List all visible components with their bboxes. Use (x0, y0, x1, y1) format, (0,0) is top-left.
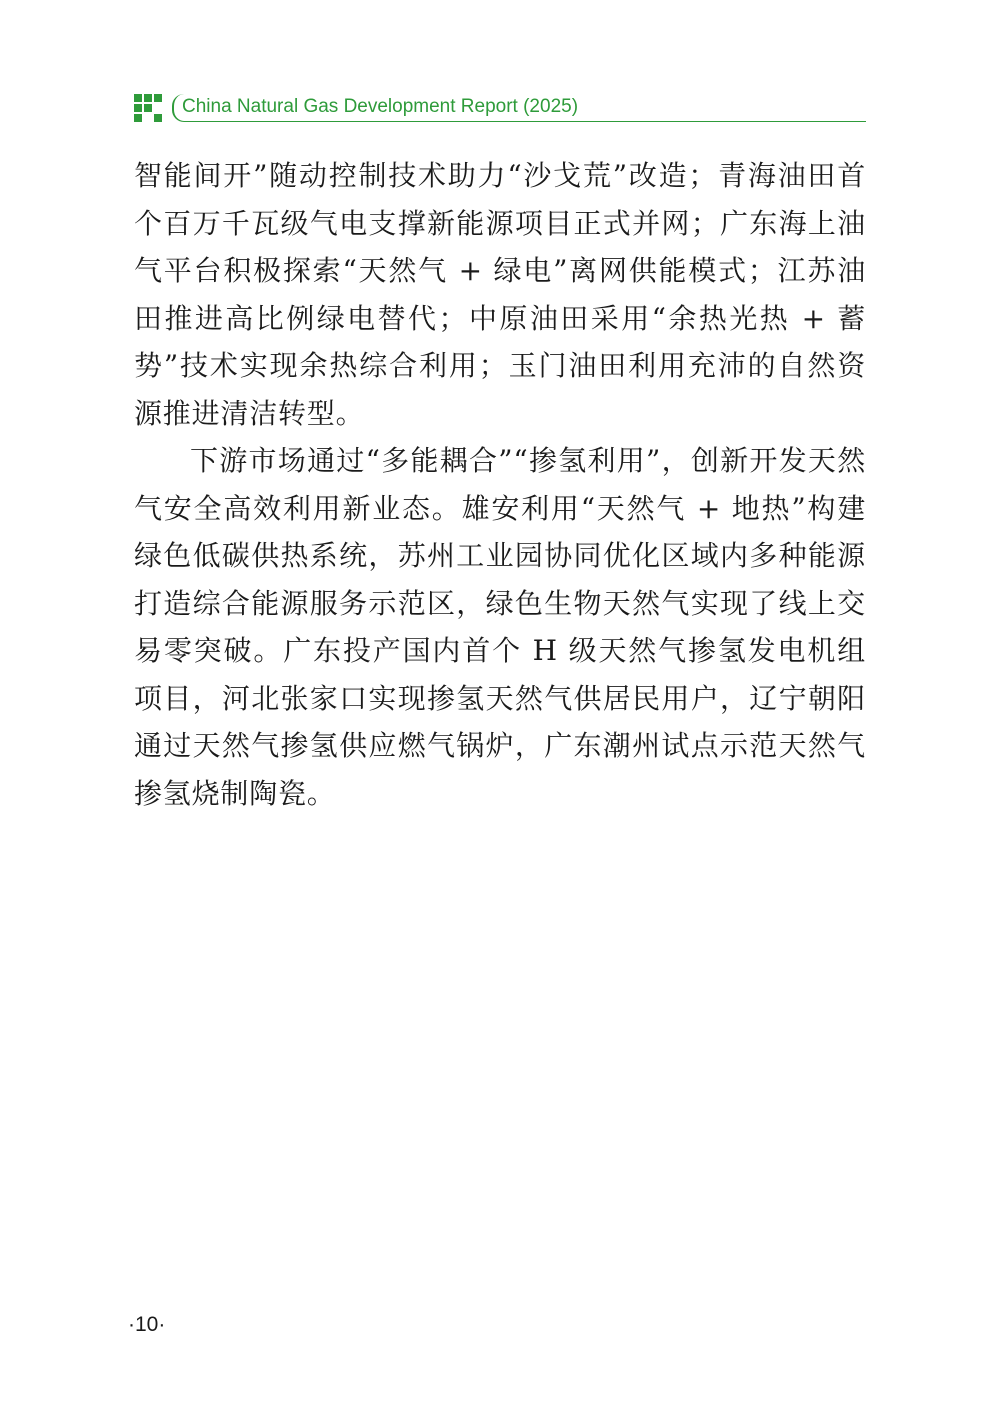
paragraph-continued: 智能间开”随动控制技术助力“沙戈荒”改造；青海油田首个百万千瓦级气电支撑新能源项目正式并网；广东海上油气平台积极探索“天然气 + 绿电”离网供能模式；江苏油田推进高比例绿电替代；中原油田采用“余热光热 + 蓄势”技术实现余热综合利用；玉门油田利用充沛的自然资源推进清洁转型。 (134, 159, 866, 430)
report-logo-icon (134, 94, 162, 122)
header-title: China Natural Gas Development Report (2025) (182, 96, 579, 117)
body-text (134, 152, 866, 817)
paragraph-downstream-market: 下游市场通过“多能耦合”“掺氢利用”，创新开发天然气安全高效利用新业态。雄安利用“天然气 + 地热”构建绿色低碳供热系统，苏州工业园协同优化区域内多种能源打造综合能源服务示范区，绿色生物天然气实现了线上交易零突破。广东投产国内首个 H 级天然气掺氢发电机组项目，河北张家口实现掺氢天然气供居民用户，辽宁朝阳通过天然气掺氢供应燃气锅炉，广东潮州试点示范天然气掺氢烧制陶瓷。 (134, 444, 866, 810)
page-number: ·10· (128, 1313, 166, 1336)
running-header (134, 92, 866, 124)
